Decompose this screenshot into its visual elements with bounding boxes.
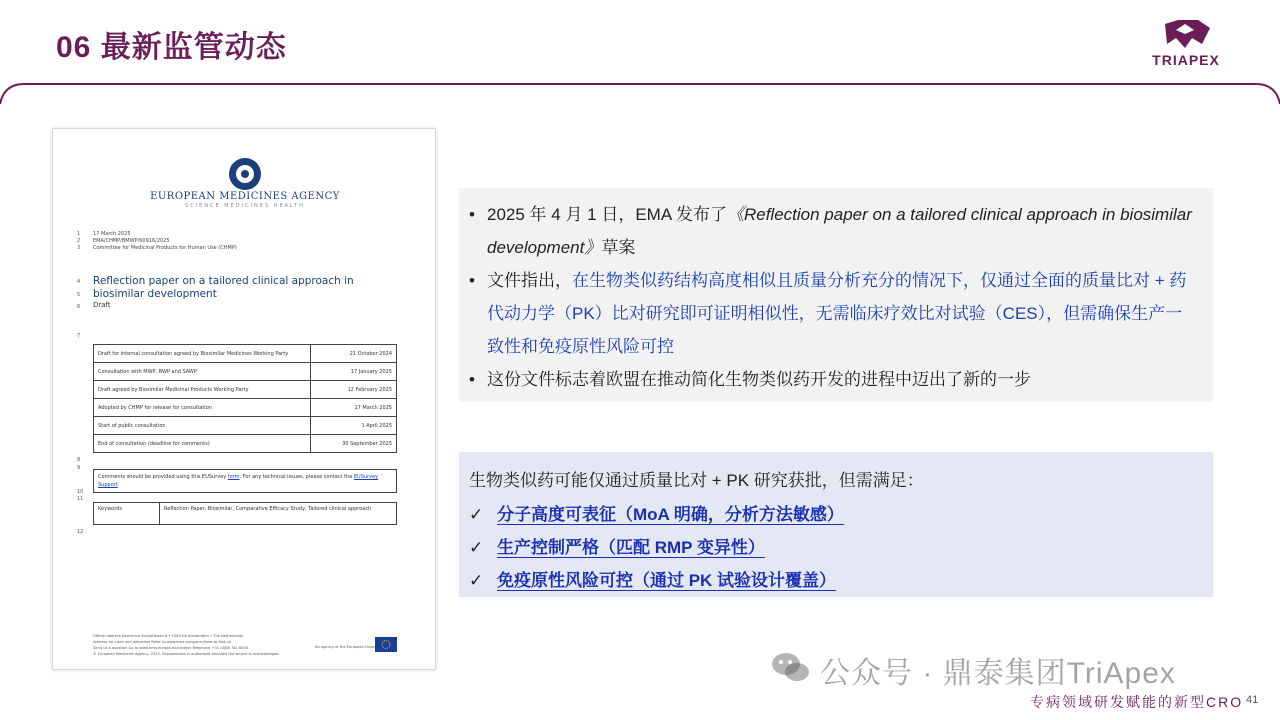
bullet1-suffix: 草案 bbox=[601, 238, 636, 257]
list-item bbox=[469, 198, 1199, 264]
logo-wordmark: TRIAPEX bbox=[1152, 52, 1220, 68]
doc-footer-line: Address for visits and deliveries Refer to www.ema.europa.eu/how-to-find-us bbox=[93, 640, 231, 644]
line-number: 5 bbox=[77, 292, 81, 298]
line-number: 1 bbox=[77, 231, 81, 237]
eu-agency-note: An agency of the European Union bbox=[315, 645, 376, 649]
bullet1-text: 2025 年 4 月 1 日，EMA 发布了 bbox=[487, 205, 727, 224]
list-item bbox=[469, 531, 844, 564]
timeline-date: 21 October 2024 bbox=[311, 345, 397, 363]
condition-text: 免疫原性风险可控（通过 PK 试验设计覆盖） bbox=[497, 571, 837, 590]
line-number: 7 bbox=[77, 333, 81, 339]
doc-committee: Committee for Medicinal Products for Human Use (CHMP) bbox=[93, 245, 237, 251]
ema-emblem-icon bbox=[228, 157, 262, 191]
list-item bbox=[469, 498, 844, 531]
doc-title: Reflection paper on a tailored clinical approach in biosimilar development bbox=[93, 275, 354, 300]
watermark-text: 公众号 · 鼎泰集团TriApex bbox=[820, 657, 1176, 690]
eusurvey-support-link[interactable]: EUSurvey Support bbox=[98, 474, 379, 488]
comments-text: Comments should be provided using this EUSurvey bbox=[98, 474, 227, 480]
keywords-label: Keywords bbox=[94, 503, 160, 525]
page-number: 41 bbox=[1246, 694, 1259, 706]
wechat-icon bbox=[770, 650, 812, 686]
summary-bullet-list bbox=[469, 198, 1199, 396]
table-row bbox=[94, 345, 397, 363]
timeline-event: Consultation with MWP, BWP and SAWP bbox=[94, 363, 311, 381]
line-number: 12 bbox=[77, 529, 84, 535]
line-number: 4 bbox=[77, 279, 81, 285]
ema-document-preview bbox=[52, 128, 436, 670]
summary-panel bbox=[459, 188, 1213, 402]
timeline-date: 30 September 2025 bbox=[311, 435, 397, 453]
timeline-event: End of consultation (deadline for comments) bbox=[94, 435, 311, 453]
doc-reference: EMA/CHMP/BMWP/60916/2025 bbox=[93, 238, 170, 244]
bullet-icon: • bbox=[469, 271, 475, 290]
timeline-date: 17 March 2025 bbox=[311, 399, 397, 417]
doc-footer-line: © European Medicines Agency, 2025. Reproduction is authorised provided the source is acknowledged. bbox=[93, 652, 280, 656]
condition-text: 分子高度可表征（MoA 明确，分析方法敏感） bbox=[497, 505, 844, 524]
line-number: 2 bbox=[77, 238, 81, 244]
bullet3-text: 这份文件标志着欧盟在推动简化生物类似药开发的进程中迈出了新的一步 bbox=[487, 370, 1031, 389]
timeline-date: 17 January 2025 bbox=[311, 363, 397, 381]
slide-title: 06 最新监管动态 bbox=[56, 31, 287, 64]
table-row bbox=[94, 381, 397, 399]
timeline-event: Start of public consultation bbox=[94, 417, 311, 435]
eu-flag-icon bbox=[375, 637, 397, 652]
list-item bbox=[469, 264, 1199, 363]
bullet2-highlight: 在生物类似药结构高度相似且质量分析充分的情况下，仅通过全面的质量比对 + 药代动力学（PK）比对研究即可证明相似性，无需临床疗效比对试验（CES），但需确保生产一致性和免疫原性风险可控 bbox=[487, 271, 1187, 356]
footer-slogan: 专病领域研发赋能的新型CRO bbox=[1030, 694, 1244, 710]
table-row bbox=[94, 363, 397, 381]
timeline-date: 12 February 2025 bbox=[311, 381, 397, 399]
doc-status: Draft bbox=[93, 301, 111, 309]
line-number: 9 bbox=[77, 465, 81, 471]
comments-text-mid: . For any technical issues, please contact the bbox=[239, 474, 353, 480]
conditions-panel bbox=[459, 452, 1213, 597]
bullet-icon: • bbox=[469, 370, 475, 389]
list-item bbox=[469, 363, 1199, 396]
doc-footer-line: Official address Domenico Scarlattilaan 6 • 1083 HS Amsterdam • The Netherlands bbox=[93, 634, 244, 638]
paper-title: 《Reflection paper on a tailored clinical approach in biosimilar development》 bbox=[487, 205, 1192, 257]
line-number: 8 bbox=[77, 457, 81, 463]
bullet2-text: 文件指出， bbox=[487, 271, 572, 290]
line-number: 11 bbox=[77, 496, 84, 502]
keywords-value: Reflection Paper, Biosimilar, Comparative Efficacy Study, Tailored clinical approach bbox=[160, 503, 397, 525]
timeline-event: Draft agreed by Biosimilar Medicinal Products Working Party bbox=[94, 381, 311, 399]
checkmark-icon: ✓ bbox=[469, 505, 484, 524]
table-row bbox=[94, 503, 397, 525]
line-number: 6 bbox=[77, 304, 81, 310]
bullet-icon: • bbox=[469, 205, 475, 224]
timeline-date: 1 April 2025 bbox=[311, 417, 397, 435]
table-row bbox=[94, 435, 397, 453]
line-number: 3 bbox=[77, 245, 81, 251]
doc-comments-box bbox=[93, 469, 397, 493]
eusurvey-form-link[interactable]: form bbox=[227, 474, 240, 480]
doc-footer-line: Send us a question Go to www.ema.europa.eu/contact Telephone +31 (0)88 781 6000 bbox=[93, 646, 249, 650]
doc-agency-name: EUROPEAN MEDICINES AGENCY bbox=[150, 191, 340, 202]
table-row bbox=[94, 417, 397, 435]
header-divider bbox=[0, 80, 1280, 110]
doc-keywords-table bbox=[93, 502, 397, 525]
list-item bbox=[469, 564, 844, 597]
condition-text: 生产控制严格（匹配 RMP 变异性） bbox=[497, 538, 765, 557]
table-row bbox=[94, 399, 397, 417]
timeline-event: Adopted by CHMP for release for consultation bbox=[94, 399, 311, 417]
checkmark-icon: ✓ bbox=[469, 538, 484, 557]
doc-date: 17 March 2025 bbox=[93, 231, 131, 237]
checkmark-icon: ✓ bbox=[469, 571, 484, 590]
conditions-list bbox=[469, 498, 844, 597]
conditions-lead: 生物类似药可能仅通过质量比对 + PK 研究获批，但需满足： bbox=[469, 471, 924, 490]
doc-timeline-table bbox=[93, 344, 397, 453]
doc-agency-tagline: SCIENCE MEDICINES HEALTH bbox=[185, 203, 305, 209]
line-number: 10 bbox=[77, 489, 84, 495]
timeline-event: Draft for internal consultation agreed by Biosimilar Medicines Working Party bbox=[94, 345, 311, 363]
